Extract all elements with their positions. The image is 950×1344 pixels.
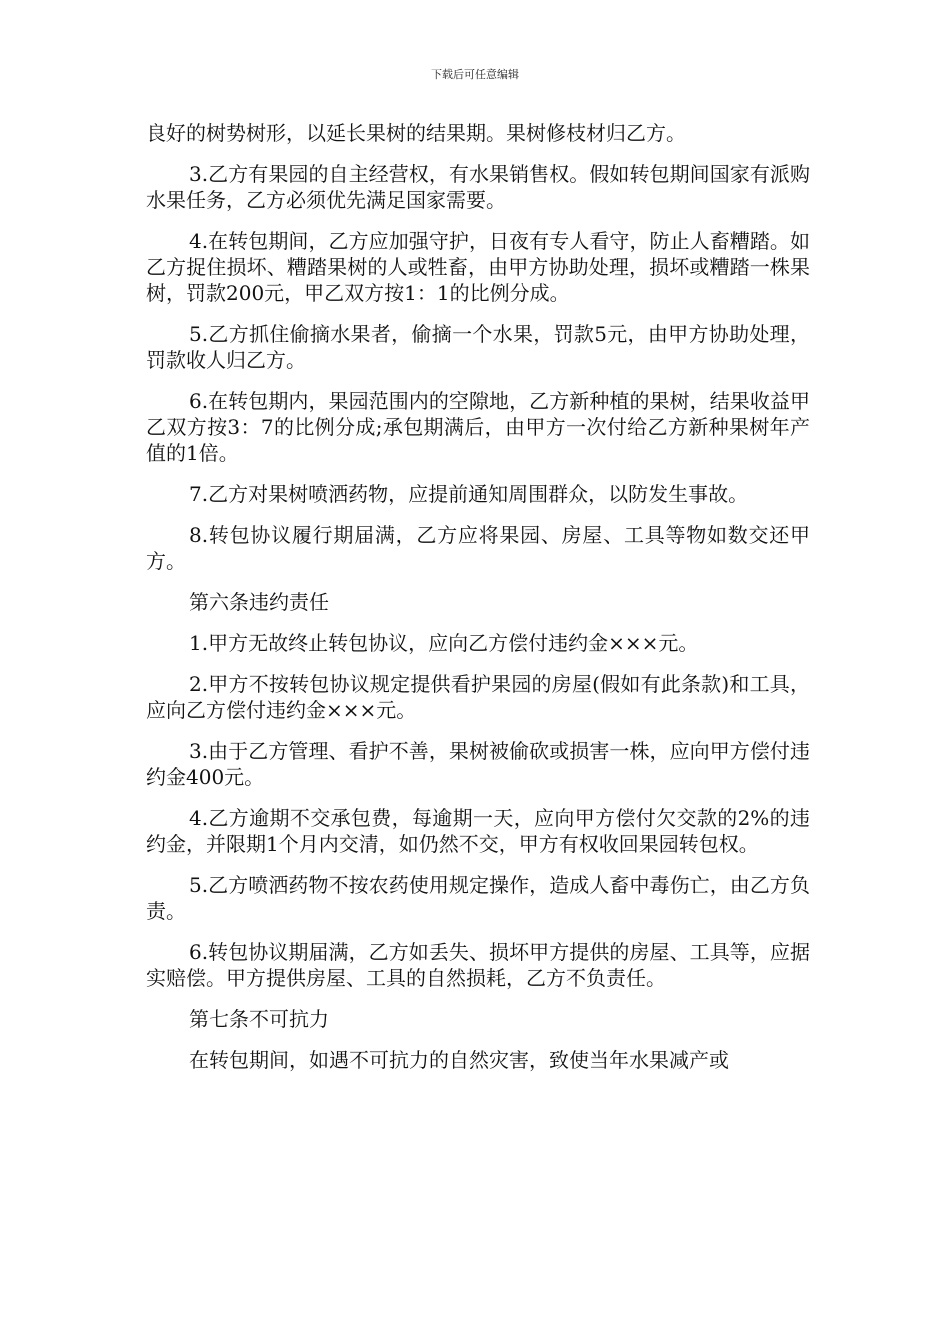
clause-5-item-4: 4.在转包期间，乙方应加强守护，日夜有专人看守，防止人畜糟踏。如乙方捉住损坏、糟踏果树的人或牲畜，由甲方协助处理，损坏或糟踏一株果树，罚款200元，甲乙双方按1：1的比例分成。 xyxy=(146,229,810,305)
clause-5-item-3: 3.乙方有果园的自主经营权，有水果销售权。假如转包期间国家有派购水果任务，乙方必须优先满足国家需要。 xyxy=(146,162,810,212)
clause-6-item-3: 3.由于乙方管理、看护不善，果树被偷砍或损害一株，应向甲方偿付违约金400元。 xyxy=(146,739,810,789)
clause-6-item-1: 1.甲方无故终止转包协议，应向乙方偿付违约金×××元。 xyxy=(189,631,699,655)
clause-7-text: 在转包期间，如遇不可抗力的自然灾害，致使当年水果减产或 xyxy=(189,1048,729,1072)
clause-5-item-6: 6.在转包期内，果园范围内的空隙地，乙方新种植的果树，结果收益甲乙双方按3：7的比例分成;承包期满后，由甲方一次付给乙方新种果树年产值的1倍。 xyxy=(146,389,810,465)
clause-6-item-2: 2.甲方不按转包协议规定提供看护果园的房屋(假如有此条款)和工具，应向乙方偿付违约金×××元。 xyxy=(146,672,810,722)
clause-6-item-4: 4.乙方逾期不交承包费，每逾期一天，应向甲方偿付欠交款的2%的违约金，并限期1个月内交清，如仍然不交，甲方有权收回果园转包权。 xyxy=(146,806,810,856)
clause-5-item-7: 7.乙方对果树喷洒药物，应提前通知周围群众，以防发生事故。 xyxy=(189,482,749,506)
clause-7-heading: 第七条不可抗力 xyxy=(189,1007,329,1031)
document-body xyxy=(146,120,810,1088)
clause-5-item-5: 5.乙方抓住偷摘水果者，偷摘一个水果，罚款5元，由甲方协助处理，罚款收人归乙方。 xyxy=(146,322,810,372)
clause-5-item-8: 8.转包协议履行期届满，乙方应将果园、房屋、工具等物如数交还甲方。 xyxy=(146,523,810,573)
clause-6-item-6: 6.转包协议期届满，乙方如丢失、损坏甲方提供的房屋、工具等，应据实赔偿。甲方提供房屋、工具的自然损耗，乙方不负责任。 xyxy=(146,940,810,990)
clause-6-heading: 第六条违约责任 xyxy=(189,590,329,614)
page-header-note: 下载后可任意编辑 xyxy=(431,68,519,81)
clause-6-item-5: 5.乙方喷洒药物不按农药使用规定操作，造成人畜中毒伤亡，由乙方负责。 xyxy=(146,873,810,923)
paragraph-continuation: 良好的树势树形，以延长果树的结果期。果树修枝材归乙方。 xyxy=(146,121,686,145)
